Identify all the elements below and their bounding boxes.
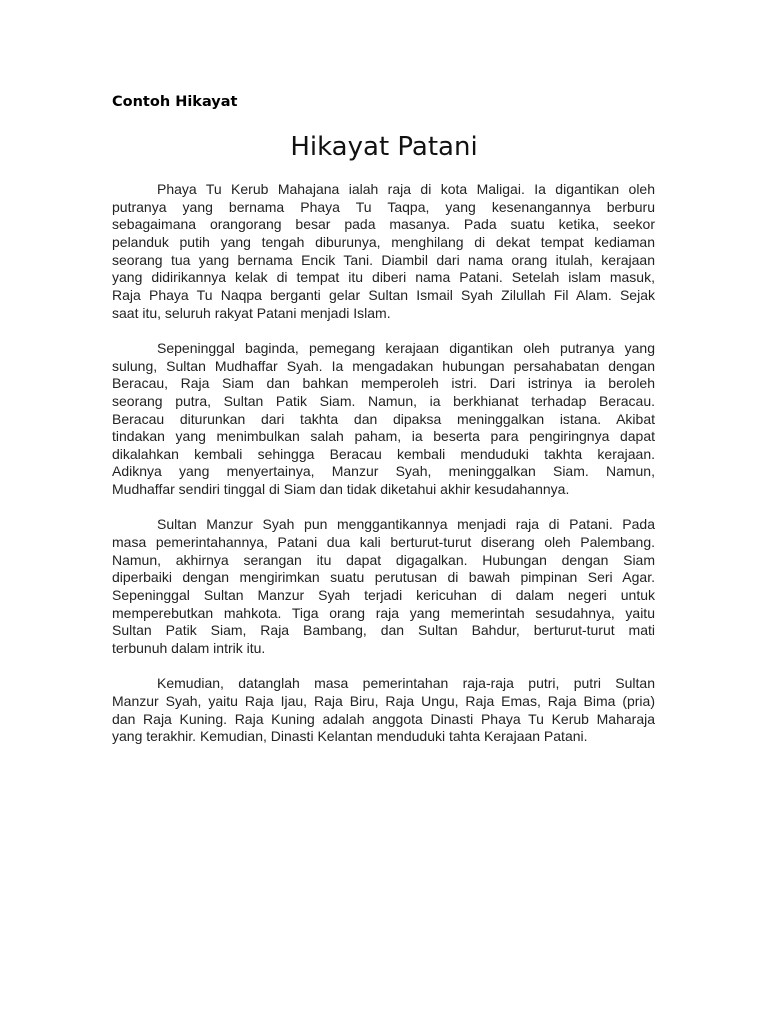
paragraph-line: Beracau, Raja Siam dan bahkan memperoleh istri. Dari istrinya ia beroleh (112, 375, 655, 392)
document-title: Hikayat Patani (290, 132, 478, 162)
paragraph (112, 340, 655, 499)
paragraph-line: sulung, Sultan Mudhaffar Syah. Ia mengadakan hubungan persahabatan dengan (112, 357, 655, 374)
paragraph-line: Manzur Syah, yaitu Raja Ijau, Raja Biru, Raja Ungu, Raja Emas, Raja Bima (pria) (112, 692, 655, 709)
paragraph-line: Sepeninggal Sultan Manzur Syah terjadi kericuhan di dalam negeri untuk (112, 587, 655, 604)
document-body (112, 181, 655, 764)
paragraph-line: Namun, akhirnya serangan itu dapat digagalkan. Hubungan dengan Siam (112, 551, 655, 568)
paragraph-line: yang didirikannya kelak di tempat itu diberi nama Patani. Setelah islam masuk, (112, 269, 655, 286)
paragraph-line: sebagaimana orangorang besar pada masanya. Pada suatu ketika, seekor (112, 216, 655, 233)
paragraph-line: Beracau diturunkan dari takhta dan dipaksa meninggalkan istana. Akibat (112, 410, 655, 427)
paragraph-line: dikalahkan kembali sehingga Beracau kembali menduduki takhta kerajaan. (112, 445, 655, 462)
paragraph-line: saat itu, seluruh rakyat Patani menjadi Islam. (112, 304, 391, 321)
paragraph-line: Adiknya yang menyertainya, Manzur Syah, meninggalkan Siam. Namun, (112, 463, 655, 480)
paragraph-line: dan Raja Kuning. Raja Kuning adalah anggota Dinasti Phaya Tu Kerub Maharaja (112, 710, 655, 727)
paragraph-line: Phaya Tu Kerub Mahajana ialah raja di kota Maligai. Ia digantikan oleh (157, 181, 655, 197)
paragraph-line: Sepeninggal baginda, pemegang kerajaan digantikan oleh putranya yang (157, 339, 655, 356)
paragraph-line: memperebutkan mahkota. Tiga orang raja yang memerintah sesudahnya, yaitu (112, 604, 655, 621)
document-heading: Contoh Hikayat (112, 94, 238, 110)
paragraph-line: masa pemerintahannya, Patani dua kali berturut-turut diserang oleh Palembang. (112, 534, 655, 551)
paragraph-line: seorang tua yang bernama Encik Tani. Diambil dari nama orang itulah, kerajaan (112, 251, 655, 268)
paragraph-line: Sultan Patik Siam, Raja Bambang, dan Sultan Bahdur, berturut-turut mati (112, 622, 655, 639)
paragraph-line: diperbaiki dengan mengirimkan suatu perutusan di bawah pimpinan Seri Agar. (112, 569, 655, 586)
paragraph-line: Kemudian, datanglah masa pemerintahan raja-raja putri, putri Sultan (157, 675, 655, 692)
paragraph-line: Sultan Manzur Syah pun menggantikannya menjadi raja di Patani. Pada (157, 516, 655, 533)
paragraph-line: Raja Phaya Tu Naqpa berganti gelar Sultan Ismail Syah Zilullah Fil Alam. Sejak (112, 286, 655, 303)
paragraph-line: Mudhaffar sendiri tinggal di Siam dan tidak diketahui akhir kesudahannya. (112, 481, 570, 498)
paragraph-line: putranya yang bernama Phaya Tu Taqpa, yang kesenangannya berburu (112, 198, 655, 215)
paragraph-line: terbunuh dalam intrik itu. (112, 640, 266, 657)
paragraph-line: yang terakhir. Kemudian, Dinasti Kelantan menduduki tahta Kerajaan Patani. (112, 728, 588, 745)
paragraph (112, 181, 655, 322)
paragraph (112, 516, 655, 657)
paragraph-line: pelanduk putih yang tengah diburunya, menghilang di dekat tempat kediaman (112, 233, 655, 250)
paragraph (112, 675, 655, 746)
paragraph-line: tindakan yang menimbulkan salah paham, ia beserta para pengiringnya dapat (112, 428, 655, 445)
paragraph-line: seorang putra, Sultan Patik Siam. Namun, ia berkhianat terhadap Beracau. (112, 392, 655, 409)
